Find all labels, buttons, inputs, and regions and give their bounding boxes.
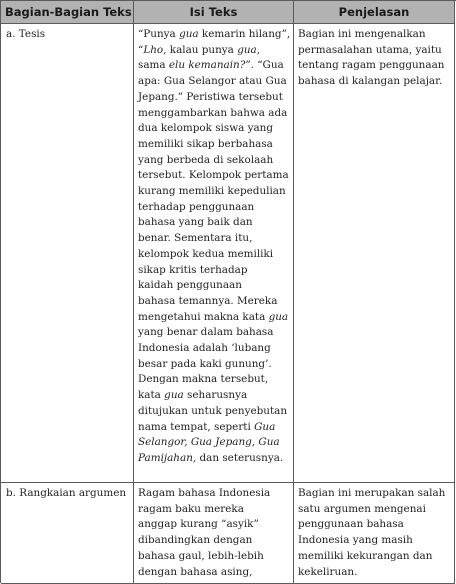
header-part-label: Bagian-Bagian Teks <box>5 5 132 19</box>
row-1-part-label: a. Tesis <box>6 28 46 40</box>
text-segment: tersebut. Kelompok pertama <box>138 169 289 182</box>
text-segment: kelompok kedua memiliki <box>138 247 274 260</box>
header-content <box>134 1 294 24</box>
content-line <box>138 215 290 231</box>
text-segment: apa: Gua Selangor atau Gua <box>138 75 287 88</box>
content-line <box>138 341 290 357</box>
text-segment: anggap kurang “asyik” <box>138 518 259 531</box>
content-line <box>138 533 290 549</box>
text-segment: dan seterusnya. <box>196 451 284 464</box>
text-segment: bahasa temannya. Mereka <box>138 294 278 307</box>
row-1-content <box>134 24 294 483</box>
header-content-label: Isi Teks <box>189 5 238 19</box>
explanation-line: Bagian ini merupakan salah <box>298 487 446 499</box>
content-line <box>138 74 290 90</box>
row-1-explanation <box>294 24 455 483</box>
italic-text: Pamijahan, <box>138 451 197 464</box>
content-line <box>138 58 290 74</box>
content-line <box>138 90 290 106</box>
explanation-line: memiliki kekurangan dan <box>298 549 433 562</box>
row-1-part <box>1 24 134 483</box>
italic-text: gua <box>164 389 184 402</box>
text-segment: bahasa gaul, lebih-lebih <box>138 549 264 562</box>
italic-text: Selangor, Gua Jepang, Gua <box>138 436 280 449</box>
row-2-part <box>1 483 134 584</box>
content-line <box>138 106 290 122</box>
content-line <box>138 27 290 43</box>
content-line <box>138 137 290 153</box>
content-line <box>138 357 290 373</box>
text-segment: Dengan makna tersebut, <box>138 373 269 386</box>
text-segment: ”. “Gua <box>245 59 284 72</box>
explanation-line: satu argumen mengenai <box>298 502 426 515</box>
content-line <box>138 294 290 310</box>
italic-text: gua, <box>237 43 261 56</box>
row-2-part-label: b. Rangkaian argumen <box>6 487 127 499</box>
text-segment: bahasa yang baik dan <box>138 216 253 229</box>
explanation-line: penggunaan bahasa <box>298 518 404 531</box>
row-2-explanation <box>294 483 455 584</box>
explanation-line: kekeliruan. <box>298 565 358 578</box>
italic-text: gua <box>179 28 199 40</box>
content-line <box>138 325 290 341</box>
text-segment: mengetahui makna kata <box>138 310 269 323</box>
explanation-line: Indonesia yang masih <box>298 534 413 547</box>
text-segment: yang berbeda di sekolaah <box>138 153 274 166</box>
content-line <box>138 200 290 216</box>
header-part <box>1 1 134 24</box>
header-explanation-label: Penjelasan <box>338 5 410 19</box>
text-segment: “ <box>138 43 144 56</box>
content-line <box>138 310 290 326</box>
content-line <box>138 278 290 294</box>
text-segment: menggambarkan bahwa ada <box>138 106 288 119</box>
explanation-line: bahasa di kalangan pelajar. <box>298 75 443 88</box>
text-segment: dua kelompok siswa yang <box>138 122 274 135</box>
content-line <box>138 549 290 565</box>
content-line <box>138 168 290 184</box>
row-2-content <box>134 483 294 584</box>
text-segment: ditujukan untuk penyebutan <box>138 404 288 417</box>
content-line <box>138 263 290 279</box>
italic-text: gua <box>268 310 289 323</box>
content-line <box>138 486 290 502</box>
text-segment: kalau punya <box>166 43 238 56</box>
text-segment: kata <box>138 389 165 402</box>
text-segment: nama tempat, seperti <box>138 420 255 433</box>
content-line <box>138 184 290 200</box>
text-segment: terhadap penggunaan <box>138 200 255 213</box>
explanation-line: tentang ragam penggunaan <box>298 59 445 72</box>
italic-text: Gua <box>254 420 276 433</box>
italic-text: Lho, <box>143 43 167 56</box>
explanation-line: permasalahan utama, yaitu <box>298 43 442 56</box>
text-segment: dibandingkan dengan <box>138 534 253 547</box>
text-segment: “Punya <box>138 28 180 40</box>
content-line <box>138 565 290 581</box>
content-line <box>138 435 290 451</box>
header-explanation <box>294 1 455 24</box>
content-line <box>138 372 290 388</box>
text-segment: kemarin hilang”, <box>198 28 291 40</box>
content-line <box>138 502 290 518</box>
text-segment: dengan bahasa asing, <box>138 565 253 578</box>
explanation-line: Bagian ini mengenalkan <box>298 28 426 40</box>
content-line <box>138 517 290 533</box>
text-segment: memiliki sikap berbahasa <box>138 137 273 150</box>
content-line <box>138 231 290 247</box>
content-line <box>138 420 290 436</box>
content-line <box>138 121 290 137</box>
text-segment: Ragam bahasa Indonesia <box>138 487 271 499</box>
text-segment: seharusnya <box>183 389 248 402</box>
text-segment: kurang memiliki kepedulian <box>138 185 286 198</box>
content-line <box>138 43 290 59</box>
content-line <box>138 153 290 169</box>
content-line <box>138 404 290 420</box>
text-segment: besar pada kaki gunung’. <box>138 357 272 370</box>
content-line <box>138 388 290 404</box>
text-segment: sama <box>138 59 169 72</box>
text-segment: yang benar dalam bahasa <box>138 326 274 339</box>
content-line <box>138 247 290 263</box>
text-segment: sikap kritis terhadap <box>138 263 248 276</box>
text-segment: ragam baku mereka <box>138 502 244 515</box>
italic-text: elu kemanain? <box>168 59 246 72</box>
text-segment: benar. Sementara itu, <box>138 232 253 245</box>
text-segment: Jepang.” Peristiwa tersebut <box>138 90 283 103</box>
text-segment: Indonesia adalah ‘lubang <box>138 342 271 355</box>
text-segment: kaidah penggunaan <box>138 279 242 292</box>
content-line <box>138 451 290 467</box>
